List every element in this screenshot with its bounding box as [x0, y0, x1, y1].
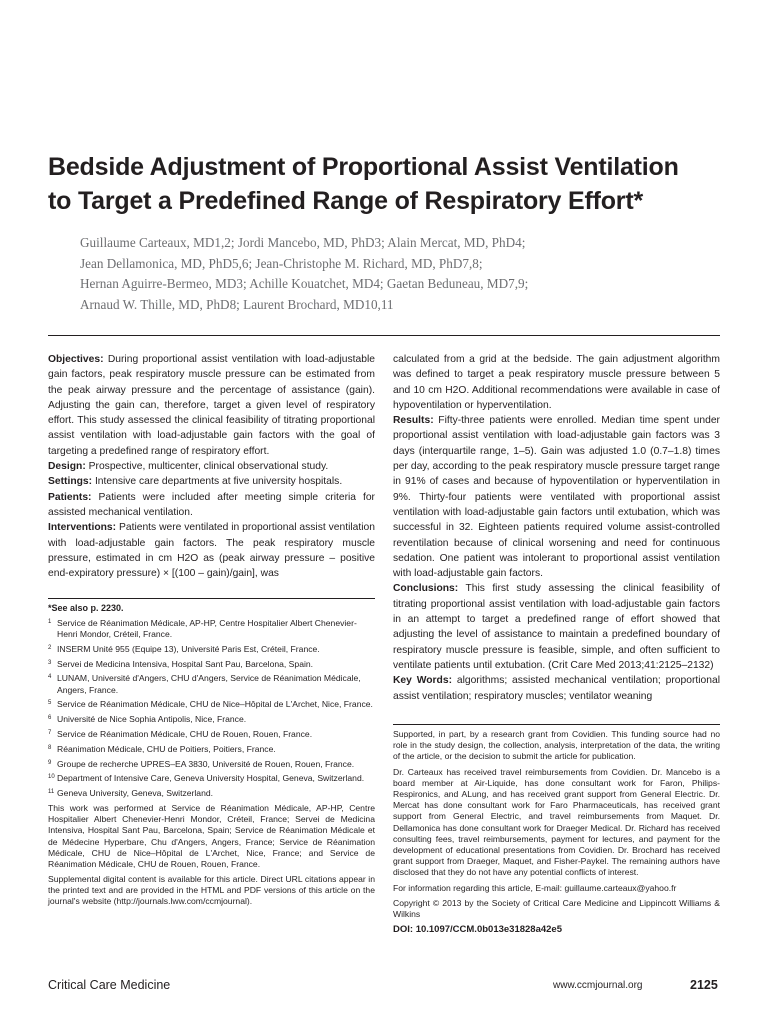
affiliation-item — [48, 644, 375, 655]
abstract-interventions — [48, 520, 375, 581]
contact-email-note: For information regarding this article, E-mail: guillaume.carteaux@yahoo.fr — [393, 882, 677, 893]
affiliation-number: 10 — [48, 774, 55, 781]
affiliation-item — [48, 699, 375, 710]
abstract-patients — [48, 490, 375, 521]
affiliation-number: 2 — [48, 644, 52, 651]
affiliation-text: INSERM Unité 955 (Equipe 13), Université Paris Est, Créteil, France. — [57, 643, 320, 654]
affiliation-number: 8 — [48, 744, 52, 751]
section-label: Conclusions: — [393, 583, 459, 595]
funding-note: Supported, in part, by a research grant from Covidien. This funding source had no role in the study design, the collection, analysis, interpretation of the data, the writing of the article, or the decision to submit the article for publication. — [393, 729, 720, 762]
section-label: Settings: — [48, 476, 93, 488]
footnotes-left — [48, 603, 375, 911]
abstract-objectives — [48, 352, 375, 459]
section-label: Patients: — [48, 491, 92, 503]
affiliation-text: Department of Intensive Care, Geneva University Hospital, Geneva, Switzerland. — [57, 773, 365, 784]
affiliation-item — [48, 673, 375, 695]
supplemental-note: Supplemental digital content is available for this article. Direct URL citations appear in the printed text and are provided in the HTML and PDF versions of this article on the journal's website (http://journals.lww.com/ccmjournal). — [48, 873, 375, 907]
affiliation-item — [48, 788, 375, 799]
author-line: Arnaud W. Thille, MD, PhD8; Laurent Brochard, MD10,11 — [80, 296, 394, 312]
affiliation-number: 6 — [48, 715, 52, 722]
section-text: Patients were included after meeting simple criteria for assisted mechanical ventilation. — [48, 491, 375, 518]
section-text: Prospective, multicenter, clinical observational study. — [88, 461, 329, 473]
title-line: Bedside Adjustment of Proportional Assist Ventilation — [48, 153, 679, 181]
doi-link[interactable]: DOI: 10.1097/CCM.0b013e31828a42e5 — [393, 924, 563, 936]
author-line: Guillaume Carteaux, MD1,2; Jordi Mancebo, MD, PhD3; Alain Mercat, MD, PhD4; — [80, 235, 526, 250]
affiliation-text: Servei de Medicina Intensiva, Hospital Sant Pau, Barcelona, Spain. — [57, 658, 314, 669]
copyright-note: Copyright © 2013 by the Society of Critical Care Medicine and Lippincott Williams & Wilkins — [393, 897, 720, 920]
see-also-note: *See also p. 2230. — [48, 603, 124, 613]
affiliation-item — [48, 714, 375, 725]
section-label: Key Words: — [393, 675, 452, 687]
abstract-right-column — [393, 352, 720, 704]
abstract-settings — [48, 474, 375, 489]
abstract-conclusions — [393, 581, 720, 673]
divider — [48, 598, 375, 599]
journal-name: Critical Care Medicine — [48, 978, 171, 992]
abstract-left-column — [48, 352, 375, 581]
divider — [48, 335, 720, 336]
affiliation-text: Université de Nice Sophia Antipolis, Nice, France. — [57, 714, 247, 725]
author-list — [80, 233, 720, 315]
work-performed-note: This work was performed at Service de Réanimation Médicale, AP-HP, Centre Hospitalier Albert Chenevier-Henri Mondor, Créteil, France; Servei de Medicina Intensiva, Hospital Sant Pau, Barcelona, Spain; Service de Réanimation Médicale et de Médecine Hyperbare, Chu d'Angers, Angers, France; Service de Réanimation Médicale, CHU de Nice–Hôpital de L'Archet, Nice, France; and Service de Réanimation Médicale, CHU de Rouen, Rouen, France. — [48, 802, 375, 869]
section-text: algorithms; assisted mechanical ventilation; proportional assist ventilation; respiratory muscles; ventilator weaning — [393, 675, 720, 702]
affiliation-number: 4 — [48, 674, 52, 681]
divider — [393, 724, 720, 725]
affiliation-item — [48, 759, 375, 770]
disclosure-note: Dr. Carteaux has received travel reimbursements from Covidien. Dr. Mancebo is a board member at Air-Liquide, has done consultant work for Faron, Philips-Respironics, and ALung, and has received grant support from General Electric. Dr. Mercat has done consultant work for Faro Pharmaceuticals, has received grant support from General Electric, and travel reimbursements from Maquet. Dr. Dellamonica has done consultant work for Draeger Medical. Dr. Richard has received consulting fees, travel reimbursements, payment for lectures, and payment for the development of educational presentations from Covidien. Dr. Brochard has received grant support from Draeger, Maquet, and Fisher-Paykel. The remaining authors have disclosed that they do not have any potential conflicts of interest. — [393, 766, 720, 878]
section-text: During proportional assist ventilation with load-adjustable gain factors, peak respiratory muscle pressure can be estimated from the peak airway pressure and the percentage of assistance (gain). Adjusting the gain can, therefore, target a given level of respiratory effort. This study assessed the clinical feasibility of titrating proportional assist ventilation with load-adjustable gain factors with the goal of targeting a predefined range of respiratory effort. — [48, 354, 375, 457]
page-number: 2125 — [690, 978, 718, 992]
section-text: Patients were ventilated in proportional assist ventilation with load-adjustable gain factors. The peak respiratory muscle pressure, estimated in cm H2O as (peak airway pressure – positive end-expiratory pressure) × [(100 – gain)/gain], was — [48, 522, 375, 580]
title-line: to Target a Predefined Range of Respiratory Effort* — [48, 187, 643, 215]
affiliation-text: Geneva University, Geneva, Switzerland. — [57, 788, 214, 799]
affiliation-number: 1 — [48, 618, 52, 625]
affiliation-number: 3 — [48, 659, 52, 666]
affiliation-number: 11 — [48, 789, 55, 796]
abstract-design — [48, 459, 375, 474]
affiliation-number: 5 — [48, 700, 52, 707]
affiliation-item — [48, 744, 375, 755]
article-title — [48, 150, 738, 218]
affiliation-item — [48, 729, 375, 740]
section-label: Results: — [393, 415, 434, 427]
abstract-keywords — [393, 673, 720, 704]
affiliation-text: Service de Réanimation Médicale, AP-HP, Centre Hospitalier Albert Chenevier-Henri Mondor, Créteil, France. — [57, 617, 357, 639]
affiliation-text: Réanimation Médicale, CHU de Poitiers, Poitiers, France. — [57, 743, 276, 754]
affiliation-list — [48, 618, 375, 800]
section-label: Design: — [48, 461, 86, 473]
section-label: Objectives: — [48, 354, 104, 365]
section-text: This first study assessing the clinical feasibility of titrating proportional assist ventilation with load-adjustable gain factors in an attempt to target a predefined range of effort showed that adjusting the level of assistance to maintain a predefined boundary of respiratory muscle pressure is feasible, simple, and often sufficient to ventilate patients until extubation. (Crit Care Med 2013;41:2125–2132) — [393, 583, 720, 671]
abstract-results — [393, 413, 720, 581]
affiliation-number: 7 — [48, 729, 52, 736]
affiliation-text: Service de Réanimation Médicale, CHU de Rouen, Rouen, France. — [57, 728, 313, 739]
abstract-continuation: calculated from a grid at the bedside. The gain adjustment algorithm was defined to target a peak respiratory muscle pressure between 5 and 10 cm H2O. Additional recommendations were available in case of hypoventilation or hyperventilation. — [393, 354, 720, 411]
journal-url[interactable]: www.ccmjournal.org — [553, 980, 643, 991]
section-label: Interventions: — [48, 522, 117, 534]
author-line: Hernan Aguirre-Bermeo, MD3; Achille Kouatchet, MD4; Gaetan Beduneau, MD7,9; — [80, 276, 529, 291]
affiliation-number: 9 — [48, 759, 52, 766]
affiliation-text: Groupe de recherche UPRES–EA 3830, Université de Rouen, Rouen, France. — [57, 758, 355, 769]
affiliation-item — [48, 618, 375, 640]
author-line: Jean Dellamonica, MD, PhD5,6; Jean-Christophe M. Richard, MD, PhD7,8; — [80, 255, 483, 271]
footnotes-right — [393, 729, 720, 935]
affiliation-item — [48, 659, 375, 670]
section-text: Intensive care departments at five university hospitals. — [94, 476, 343, 488]
affiliation-text: Service de Réanimation Médicale, CHU de Nice–Hôpital de L'Archet, Nice, France. — [57, 699, 373, 710]
affiliation-text: LUNAM, Université d'Angers, CHU d'Angers, Service de Réanimation Médicale, Angers, France. — [57, 673, 361, 695]
affiliation-item — [48, 773, 375, 784]
section-text: Fifty-three patients were enrolled. Median time spent under proportional assist ventilation with load-adjustable gain factors was 3 days (interquartile range, 1–5). Gain was adjusted 1.0 (0.7–1.8) times per day, according to the peak respiratory muscle pressure target range in 91% of cases and because of hypoventilation or hyperventilation in 9%. Thirty-four patients were ventilated with proportional assist ventilation with load-adjustable gain factors until extubation, which was successful in 32. Eighteen patients required volume assist-controlled reventilation because of clinical worsening and need for continuous sedation. One patient was intolerant to proportional assist ventilation with load-adjustable gain factors. — [393, 415, 720, 580]
